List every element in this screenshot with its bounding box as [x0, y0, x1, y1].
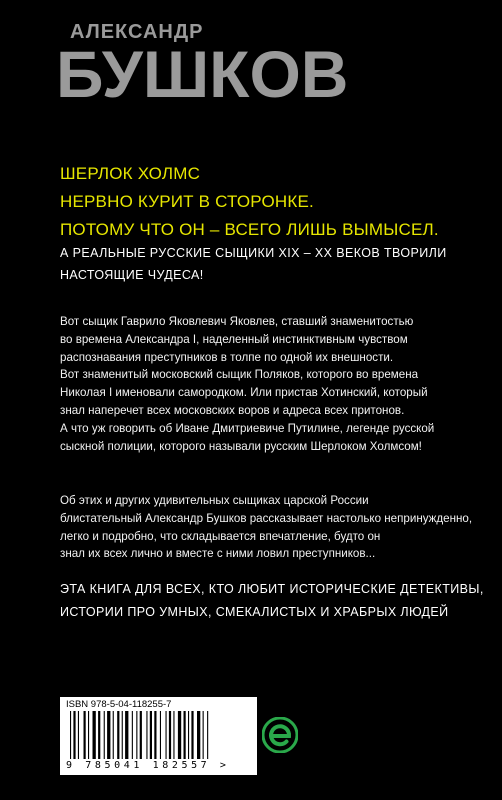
barcode-bar — [178, 711, 181, 759]
barcode-digits: 9 785041 182557 > — [66, 760, 230, 771]
barcode-bar — [117, 711, 119, 759]
barcode-box — [60, 697, 257, 775]
paragraph-line: Вот сыщик Гаврило Яковлевич Яковлев, ставший знаменитостью — [60, 315, 414, 328]
lead-text — [60, 242, 480, 286]
barcode-bar — [132, 711, 133, 759]
closing-text — [60, 578, 490, 624]
isbn-label: ISBN 978-5-04-118255-7 — [66, 699, 172, 710]
barcode-bar — [78, 711, 79, 759]
lead-line: НАСТОЯЩИЕ ЧУДЕСА! — [60, 268, 204, 282]
barcode-bar — [140, 711, 142, 759]
paragraph-line: знал наперечет всех московских воров и адреса всех притонов. — [60, 403, 405, 417]
barcode-bar — [203, 711, 204, 759]
barcode-bar — [84, 711, 86, 759]
author-first-name: АЛЕКСАНДР — [70, 21, 204, 43]
barcode-bar — [150, 711, 152, 759]
tagline-line: НЕРВНО КУРИТ В СТОРОНКЕ. — [60, 192, 314, 211]
paragraph-line: Об этих и других удивительных сыщиках царской России — [60, 494, 369, 507]
paragraph-line: Николая I именовали самородком. Или пристав Хотинский, который — [60, 386, 428, 400]
barcode-bar — [125, 711, 128, 759]
closing-line: ИСТОРИИ ПРО УМНЫХ, СМЕКАЛИСТЫХ И ХРАБРЫХ ЛЮДЕЙ — [60, 605, 449, 619]
barcode-bars — [66, 711, 251, 761]
barcode-bar — [146, 711, 147, 759]
paragraph-2 — [60, 492, 490, 563]
paragraph-line: блистательный Александр Бушков рассказывает настолько непринужденно, — [60, 511, 473, 525]
barcode-bar — [104, 711, 105, 759]
lead-line: А РЕАЛЬНЫЕ РУССКИЕ СЫЩИКИ XIX – XX ВЕКОВ ТВОРИЛИ — [60, 246, 447, 260]
eksmo-logo-icon — [262, 717, 298, 753]
tagline — [60, 160, 480, 244]
barcode-bar — [98, 711, 100, 759]
barcode-bar — [93, 711, 96, 759]
barcode-bar — [160, 711, 161, 759]
barcode-bar — [122, 711, 123, 759]
paragraph-line: А что уж говорить об Иване Дмитриевиче Путилине, легенде русской — [60, 421, 435, 435]
paragraph-line: легко и подробно, что складывается впечатление, будто он — [60, 529, 381, 543]
barcode-bar — [107, 711, 110, 759]
paragraph-line: Вот знаменитый московский сыщик Поляков, которого во времена — [60, 368, 419, 382]
barcode-bar — [73, 711, 75, 759]
closing-line: ЭТА КНИГА ДЛЯ ВСЕХ, КТО ЛЮБИТ ИСТОРИЧЕСКИЕ ДЕТЕКТИВЫ, — [60, 582, 484, 596]
barcode-bar — [207, 711, 208, 759]
author-last-name: БУШКОВ — [56, 37, 349, 111]
paragraph-line: во времена Александра I, наделенный инстинктивным чувством — [60, 332, 408, 346]
barcode-bar — [197, 711, 200, 759]
barcode-bar — [191, 711, 193, 759]
barcode-bar — [88, 711, 89, 759]
barcode-bar — [70, 711, 71, 759]
paragraph-line: распознавания преступников в толпе по одной их внешности. — [60, 350, 394, 364]
paragraph-1 — [60, 313, 490, 455]
barcode-bar — [188, 711, 189, 759]
barcode-bar — [169, 711, 171, 759]
barcode-bar — [154, 711, 156, 759]
barcode-bar — [184, 711, 186, 759]
paragraph-line: знал их всех лично и вместе с ними ловил преступников... — [60, 547, 376, 561]
tagline-line: ШЕРЛОК ХОЛМС — [60, 164, 201, 183]
barcode-bar — [173, 711, 174, 759]
barcode-bar — [136, 711, 137, 759]
tagline-line: ПОТОМУ ЧТО ОН – ВСЕГО ЛИШЬ ВЫМЫСЕЛ. — [60, 220, 439, 239]
barcode-bar — [166, 711, 167, 759]
barcode-bar — [113, 711, 114, 759]
paragraph-line: сыскной полиции, которого называли русским Шерлоком Холмсом! — [60, 439, 422, 453]
